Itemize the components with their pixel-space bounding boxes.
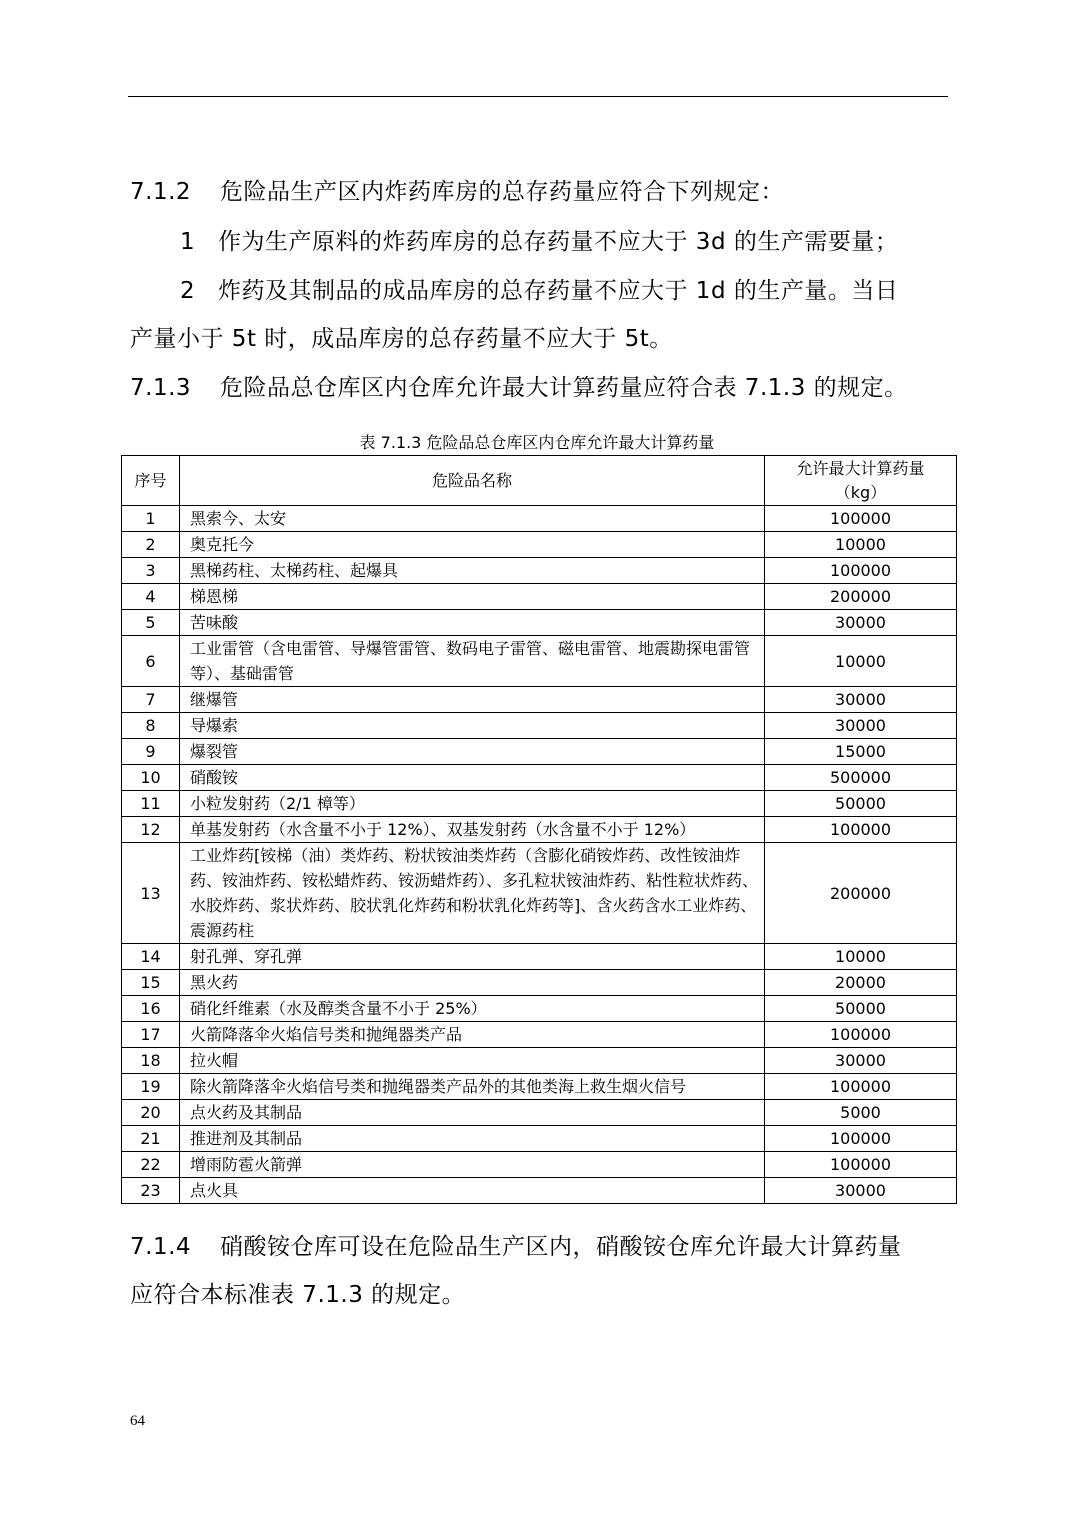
cell-no: 12 [122, 817, 180, 843]
clause-7-1-2 [130, 177, 948, 207]
table-row [122, 843, 957, 944]
cell-qty: 30000 [765, 687, 957, 713]
table-row [122, 1074, 957, 1100]
cell-no: 11 [122, 791, 180, 817]
cell-name: 拉火帽 [180, 1048, 765, 1074]
table-row [122, 1178, 957, 1204]
cell-qty: 15000 [765, 739, 957, 765]
table-row [122, 765, 957, 791]
clause-text: 硝酸铵仓库可设在危险品生产区内，硝酸铵仓库允许最大计算药量 [220, 1234, 902, 1260]
cell-name: 工业炸药[铵梯（油）类炸药、粉状铵油类炸药（含膨化硝铵炸药、改性铵油炸药、铵油炸药、铵松蜡炸药、铵沥蜡炸药）、多孔粒状铵油炸药、粘性粒状炸药、水胶炸药、浆状炸药、胶状乳化炸药和粉状乳化炸药等]、含火药含水工业炸药、震源药柱 [180, 843, 765, 944]
table-row [122, 687, 957, 713]
table-row [122, 1152, 957, 1178]
cell-qty: 200000 [765, 584, 957, 610]
cell-no: 19 [122, 1074, 180, 1100]
cell-qty: 200000 [765, 843, 957, 944]
cell-name: 推进剂及其制品 [180, 1126, 765, 1152]
cell-name: 工业雷管（含电雷管、导爆管雷管、数码电子雷管、磁电雷管、地震勘探电雷管等）、基础雷管 [180, 636, 765, 687]
cell-name: 奥克托今 [180, 532, 765, 558]
cell-qty: 30000 [765, 610, 957, 636]
clause-text: 危险品总仓库区内仓库允许最大计算药量应符合表 7.1.3 的规定。 [220, 375, 908, 401]
table-row [122, 584, 957, 610]
cell-no: 17 [122, 1022, 180, 1048]
cell-name: 硝化纤维素（水及醇类含量不小于 25%） [180, 996, 765, 1022]
cell-no: 16 [122, 996, 180, 1022]
cell-name: 射孔弹、穿孔弹 [180, 944, 765, 970]
clause-item-2-continuation: 产量小于 5t 时，成品库房的总存药量不应大于 5t。 [130, 326, 673, 352]
table-row [122, 713, 957, 739]
cell-qty: 100000 [765, 817, 957, 843]
cell-qty: 100000 [765, 558, 957, 584]
clause-number: 7.1.4 [130, 1234, 192, 1260]
table-row [122, 791, 957, 817]
header-no: 序号 [122, 456, 180, 506]
clause-number: 7.1.3 [130, 375, 192, 401]
cell-qty: 10000 [765, 532, 957, 558]
cell-name: 黑索今、太安 [180, 506, 765, 532]
table-header-row [122, 456, 957, 506]
cell-no: 10 [122, 765, 180, 791]
cell-qty: 50000 [765, 791, 957, 817]
cell-qty: 30000 [765, 713, 957, 739]
cell-no: 6 [122, 636, 180, 687]
cell-no: 22 [122, 1152, 180, 1178]
clause-item-1 [180, 227, 898, 257]
cell-name: 小粒发射药（2/1 樟等） [180, 791, 765, 817]
cell-name: 爆裂管 [180, 739, 765, 765]
table-row [122, 944, 957, 970]
cell-name: 导爆索 [180, 713, 765, 739]
cell-no: 7 [122, 687, 180, 713]
cell-qty: 5000 [765, 1100, 957, 1126]
item-text: 作为生产原料的炸药库房的总存药量不应大于 3d 的生产需要量； [218, 229, 899, 255]
header-qty-unit: （kg） [834, 482, 887, 502]
cell-qty: 30000 [765, 1178, 957, 1204]
cell-no: 4 [122, 584, 180, 610]
table-row [122, 996, 957, 1022]
cell-qty: 10000 [765, 636, 957, 687]
cell-qty: 30000 [765, 1048, 957, 1074]
cell-name: 单基发射药（水含量不小于 12%）、双基发射药（水含量不小于 12%） [180, 817, 765, 843]
header-rule [128, 96, 948, 97]
clause-7-1-3 [130, 373, 948, 403]
cell-name: 梯恩梯 [180, 584, 765, 610]
cell-no: 9 [122, 739, 180, 765]
cell-name: 黑梯药柱、太梯药柱、起爆具 [180, 558, 765, 584]
table-row [122, 817, 957, 843]
table-row [122, 1022, 957, 1048]
cell-no: 3 [122, 558, 180, 584]
cell-no: 21 [122, 1126, 180, 1152]
cell-name: 继爆管 [180, 687, 765, 713]
cell-no: 2 [122, 532, 180, 558]
clause-number: 7.1.2 [130, 179, 192, 205]
clause-7-1-4-continuation: 应符合本标准表 7.1.3 的规定。 [130, 1282, 466, 1308]
cell-qty: 20000 [765, 970, 957, 996]
cell-qty: 100000 [765, 1074, 957, 1100]
storage-limit-table [121, 455, 957, 1204]
cell-no: 8 [122, 713, 180, 739]
cell-qty: 10000 [765, 944, 957, 970]
cell-qty: 500000 [765, 765, 957, 791]
cell-qty: 100000 [765, 1022, 957, 1048]
clause-text: 危险品生产区内炸药库房的总存药量应符合下列规定： [220, 179, 784, 205]
table-row [122, 970, 957, 996]
cell-name: 点火具 [180, 1178, 765, 1204]
cell-no: 18 [122, 1048, 180, 1074]
cell-qty: 100000 [765, 506, 957, 532]
cell-name: 硝酸铵 [180, 765, 765, 791]
cell-qty: 100000 [765, 1152, 957, 1178]
item-number: 2 [180, 278, 196, 304]
table-row [122, 1126, 957, 1152]
cell-no: 14 [122, 944, 180, 970]
table-row [122, 610, 957, 636]
table-row [122, 1100, 957, 1126]
cell-name: 黑火药 [180, 970, 765, 996]
page-number: 64 [130, 1413, 145, 1429]
header-qty [765, 456, 957, 506]
cell-qty: 50000 [765, 996, 957, 1022]
cell-qty: 100000 [765, 1126, 957, 1152]
table-row [122, 506, 957, 532]
cell-name: 除火箭降落伞火焰信号类和抛绳器类产品外的其他类海上救生烟火信号 [180, 1074, 765, 1100]
item-text: 炸药及其制品的成品库房的总存药量不应大于 1d 的生产量。当日 [218, 278, 899, 304]
cell-no: 20 [122, 1100, 180, 1126]
table-row [122, 739, 957, 765]
cell-no: 1 [122, 506, 180, 532]
header-qty-label: 允许最大计算药量 [796, 458, 925, 478]
clause-7-1-4 [130, 1232, 948, 1262]
cell-no: 13 [122, 843, 180, 944]
table-row [122, 636, 957, 687]
cell-name: 点火药及其制品 [180, 1100, 765, 1126]
cell-no: 23 [122, 1178, 180, 1204]
item-number: 1 [180, 229, 196, 255]
table-row [122, 558, 957, 584]
cell-name: 苦味酸 [180, 610, 765, 636]
header-name: 危险品名称 [180, 456, 765, 506]
cell-name: 增雨防雹火箭弹 [180, 1152, 765, 1178]
cell-no: 15 [122, 970, 180, 996]
table-row [122, 1048, 957, 1074]
cell-name: 火箭降落伞火焰信号类和抛绳器类产品 [180, 1022, 765, 1048]
table-caption: 表 7.1.3 危险品总仓库区内仓库允许最大计算药量 [359, 433, 715, 452]
cell-no: 5 [122, 610, 180, 636]
table-row [122, 532, 957, 558]
clause-item-2 [180, 276, 898, 306]
